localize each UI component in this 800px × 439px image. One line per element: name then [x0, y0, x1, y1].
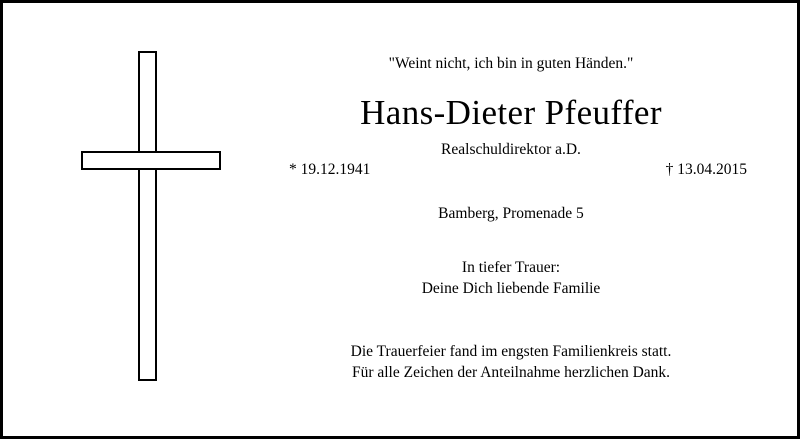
- obituary-text-column: [251, 55, 771, 384]
- mourning-family: Deine Dich liebende Familie: [421, 279, 601, 297]
- closing-line-1: Die Trauerfeier fand im engsten Familienkreis statt.: [350, 342, 672, 360]
- closing-line-2: Für alle Zeichen der Anteilnahme herzlichen Dank.: [351, 363, 671, 381]
- life-dates: [251, 161, 771, 183]
- deceased-profession: Realschuldirektor a.D.: [441, 141, 581, 158]
- latin-cross-icon: [81, 51, 221, 381]
- memorial-quote: "Weint nicht, ich bin in guten Händen.": [388, 55, 634, 72]
- cross-joint-fill: [140, 153, 155, 168]
- birth-date: * 19.12.1941: [289, 161, 371, 178]
- death-date: † 13.04.2015: [665, 161, 747, 178]
- closing-block: [251, 342, 771, 384]
- cross-vertical-bar: [138, 51, 157, 381]
- mourning-intro: In tiefer Trauer:: [461, 259, 561, 276]
- deceased-name: Hans-Dieter Pfeuffer: [360, 93, 662, 132]
- residence-address: Bamberg, Promenade 5: [438, 205, 584, 222]
- mourning-block: [251, 258, 771, 300]
